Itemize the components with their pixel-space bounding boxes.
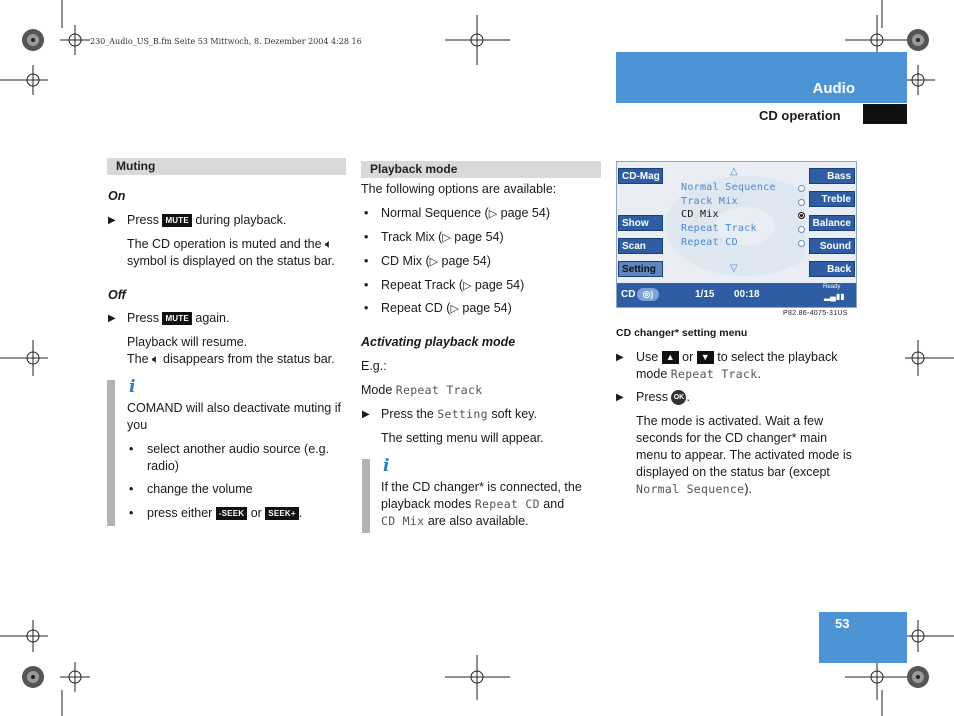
info-line1: COMAND will also deactivate muting if bbox=[127, 401, 341, 415]
seek-plus-key-icon: SEEK+ bbox=[265, 507, 298, 520]
option-item: • Repeat CD (▷ page 54) bbox=[364, 301, 512, 315]
options-intro: The following options are available: bbox=[361, 182, 557, 196]
signal-icon: ▂▄▮▮ bbox=[824, 292, 845, 301]
section-header bbox=[616, 52, 907, 103]
use-pre: Use bbox=[636, 350, 662, 364]
page-ref-icon: ▷ bbox=[450, 303, 459, 315]
option-ref: page 54) bbox=[471, 278, 525, 292]
screen-button-bass[interactable]: Bass bbox=[809, 168, 855, 184]
changer-info-line3-mono: CD Mix bbox=[381, 514, 425, 528]
off-result-line2-post: disappears from the status bar. bbox=[159, 352, 335, 366]
info-bullet-3-post: . bbox=[298, 506, 303, 520]
mode-pre: Mode bbox=[361, 383, 396, 397]
screen-button-sound[interactable]: Sound bbox=[809, 238, 855, 254]
screen-option-normal-sequence[interactable]: Normal Sequence bbox=[681, 182, 776, 193]
changer-info-line3-post: are also available. bbox=[424, 514, 529, 528]
print-header: 230_Audio_US_B.fm Seite 53 Mittwoch, 8. Dezember 2004 4:28 16 bbox=[90, 37, 362, 46]
screen-option-track-mix[interactable]: Track Mix bbox=[681, 196, 738, 207]
changer-info-line1: If the CD changer* is connected, the bbox=[381, 480, 582, 494]
option-ref: page 54) bbox=[497, 206, 550, 220]
use-step bbox=[616, 349, 861, 383]
result-line2: seconds for the CD changer* main bbox=[636, 431, 828, 445]
on-label: On bbox=[108, 189, 126, 203]
option-ref: page 54) bbox=[458, 301, 512, 315]
on-step-post: during playback. bbox=[191, 213, 287, 227]
status-track: 1/15 bbox=[695, 289, 715, 300]
screen-button-back[interactable]: Back bbox=[809, 261, 855, 277]
info-bar bbox=[107, 380, 115, 526]
option-label: Repeat Track ( bbox=[381, 278, 463, 292]
result-line1: The mode is activated. Wait a few bbox=[636, 414, 824, 428]
mute-key-icon: MUTE bbox=[162, 214, 191, 227]
scroll-up-icon[interactable]: △ bbox=[730, 166, 738, 177]
option-label: Track Mix ( bbox=[381, 230, 443, 244]
page-number-box bbox=[819, 612, 907, 663]
mode-value: Repeat Track bbox=[395, 383, 483, 397]
mute-key-icon: MUTE bbox=[162, 312, 191, 325]
result-line4: displayed on the status bar (except bbox=[636, 465, 830, 479]
page-number: 53 bbox=[835, 616, 850, 631]
info-bullet-1: • select another audio source (e.g. radio) bbox=[129, 442, 330, 473]
screen-option-repeat-track[interactable]: Repeat Track bbox=[681, 223, 757, 234]
info-line2: you bbox=[127, 418, 148, 432]
setting-step bbox=[362, 406, 602, 423]
option-ref: page 54) bbox=[450, 230, 504, 244]
screen-option-cd-mix[interactable]: CD Mix bbox=[681, 209, 719, 220]
result-line5-mono: Normal Sequence bbox=[636, 482, 745, 496]
press-pre: Press bbox=[636, 390, 672, 404]
radio-normal-sequence[interactable] bbox=[798, 185, 805, 192]
screen-caption: CD changer* setting menu bbox=[616, 327, 748, 339]
screen-option-repeat-cd[interactable]: Repeat CD bbox=[681, 237, 738, 248]
changer-info-line2-post: and bbox=[539, 497, 565, 511]
on-step bbox=[108, 212, 348, 229]
step-arrow-icon: ▶ bbox=[616, 352, 624, 363]
option-label: CD Mix ( bbox=[381, 254, 430, 268]
step-arrow-icon: ▶ bbox=[362, 409, 370, 420]
activating-heading: Activating playback mode bbox=[361, 335, 516, 349]
info-bullet-3-mid: or bbox=[247, 506, 266, 520]
setting-step-post: soft key. bbox=[487, 407, 537, 421]
subsection-title: CD operation bbox=[759, 108, 841, 123]
off-label: Off bbox=[108, 288, 126, 302]
off-result-line2-pre: The bbox=[127, 352, 153, 366]
changer-info-line2-pre: playback modes bbox=[381, 497, 475, 511]
off-result-line1: Playback will resume. bbox=[127, 335, 248, 349]
screen-button-scan[interactable]: Scan bbox=[618, 238, 663, 254]
step-arrow-icon: ▶ bbox=[108, 215, 116, 226]
option-ref: page 54) bbox=[438, 254, 491, 268]
off-result bbox=[127, 334, 349, 368]
step-arrow-icon: ▶ bbox=[108, 313, 116, 324]
muting-info bbox=[127, 400, 352, 434]
screen-status-bar bbox=[617, 283, 856, 307]
info-bullet-2: • change the volume bbox=[129, 482, 253, 496]
result-line5-post: ). bbox=[744, 482, 752, 496]
screen-button-setting[interactable]: Setting bbox=[618, 261, 663, 277]
info-icon: i bbox=[383, 456, 390, 476]
option-label: Repeat CD ( bbox=[381, 301, 451, 315]
use-line2-post: . bbox=[757, 367, 761, 381]
info-bullet-2-line1: change the volume bbox=[147, 482, 253, 496]
info-bullet-3-pre: press either bbox=[147, 506, 216, 520]
changer-info-line2-mono: Repeat CD bbox=[474, 497, 540, 511]
radio-repeat-cd[interactable] bbox=[798, 240, 805, 247]
setting-result: The setting menu will appear. bbox=[381, 431, 544, 445]
on-result bbox=[127, 236, 349, 270]
press-post: . bbox=[686, 390, 690, 404]
on-result-line1: The CD operation is muted and the bbox=[127, 237, 326, 251]
radio-repeat-track[interactable] bbox=[798, 226, 805, 233]
down-arrow-key-icon: ▼ bbox=[697, 351, 714, 364]
option-item: • Track Mix (▷ page 54) bbox=[364, 230, 504, 244]
screen-button-show[interactable]: Show bbox=[618, 215, 663, 231]
playback-mode-heading: Playback mode bbox=[361, 161, 601, 178]
info-bullet-1-line2: radio) bbox=[147, 459, 179, 473]
scroll-down-icon[interactable]: ▽ bbox=[730, 263, 738, 274]
setting-step-mono: Setting bbox=[437, 407, 488, 421]
radio-cd-mix[interactable] bbox=[798, 212, 805, 219]
press-ok-step bbox=[616, 389, 861, 406]
info-bar bbox=[362, 459, 370, 533]
use-mid: or bbox=[678, 350, 697, 364]
setting-step-pre: Press the bbox=[381, 407, 438, 421]
use-post: to select the playback bbox=[713, 350, 838, 364]
cd-setting-screen bbox=[616, 161, 857, 308]
use-line2-mono: Repeat Track bbox=[670, 367, 758, 381]
mode-line bbox=[361, 382, 482, 399]
page-ref-icon: ▷ bbox=[488, 208, 498, 220]
up-arrow-key-icon: ▲ bbox=[662, 351, 679, 364]
subsection-tab bbox=[863, 104, 907, 124]
result-line3: menu to appear. The activated mode is bbox=[636, 448, 852, 462]
info-icon: i bbox=[129, 377, 136, 397]
page-ref-icon: ▷ bbox=[429, 256, 439, 268]
status-source: CD bbox=[621, 289, 636, 300]
seek-minus-key-icon: -SEEK bbox=[216, 507, 247, 520]
eg-label: E.g.: bbox=[361, 359, 387, 373]
radio-track-mix[interactable] bbox=[798, 199, 805, 206]
off-step-pre: Press bbox=[127, 311, 163, 325]
option-label: Normal Sequence ( bbox=[381, 206, 489, 220]
screen-button-balance[interactable]: Balance bbox=[809, 215, 855, 231]
mute-symbol-icon: 🔈︎ bbox=[152, 352, 160, 366]
image-code: P82.86-4075-31US bbox=[783, 310, 848, 317]
step-arrow-icon: ▶ bbox=[616, 392, 624, 403]
ok-key-icon: OK bbox=[671, 390, 686, 405]
screen-button-cd-mag[interactable]: CD-Mag bbox=[618, 168, 663, 184]
page-ref-icon: ▷ bbox=[462, 280, 472, 292]
option-item: • CD Mix (▷ page 54) bbox=[364, 254, 491, 268]
page-ref-icon: ▷ bbox=[442, 232, 451, 244]
info-bullet-1-line1: select another audio source (e.g. bbox=[147, 442, 330, 456]
off-step-post: again. bbox=[191, 311, 230, 325]
section-title: Audio bbox=[812, 80, 855, 97]
muting-heading: Muting bbox=[107, 158, 346, 175]
use-line2-pre: mode bbox=[636, 367, 671, 381]
off-step bbox=[108, 310, 348, 327]
on-step-pre: Press bbox=[127, 213, 163, 227]
activated-result bbox=[636, 413, 861, 498]
on-result-line2: symbol is displayed on the status bar. bbox=[127, 254, 335, 268]
option-item: • Repeat Track (▷ page 54) bbox=[364, 278, 525, 292]
changer-info bbox=[381, 479, 606, 530]
mute-symbol-icon: 🔈︎ bbox=[325, 237, 333, 251]
status-ready: Ready bbox=[823, 284, 841, 290]
screen-button-treble[interactable]: Treble bbox=[809, 191, 855, 207]
info-bullet-3: • press either -SEEK or SEEK+ . bbox=[129, 506, 303, 520]
cd-icon: ◎) bbox=[637, 288, 659, 301]
option-item: • Normal Sequence (▷ page 54) bbox=[364, 206, 550, 220]
status-time: 00:18 bbox=[734, 289, 760, 300]
